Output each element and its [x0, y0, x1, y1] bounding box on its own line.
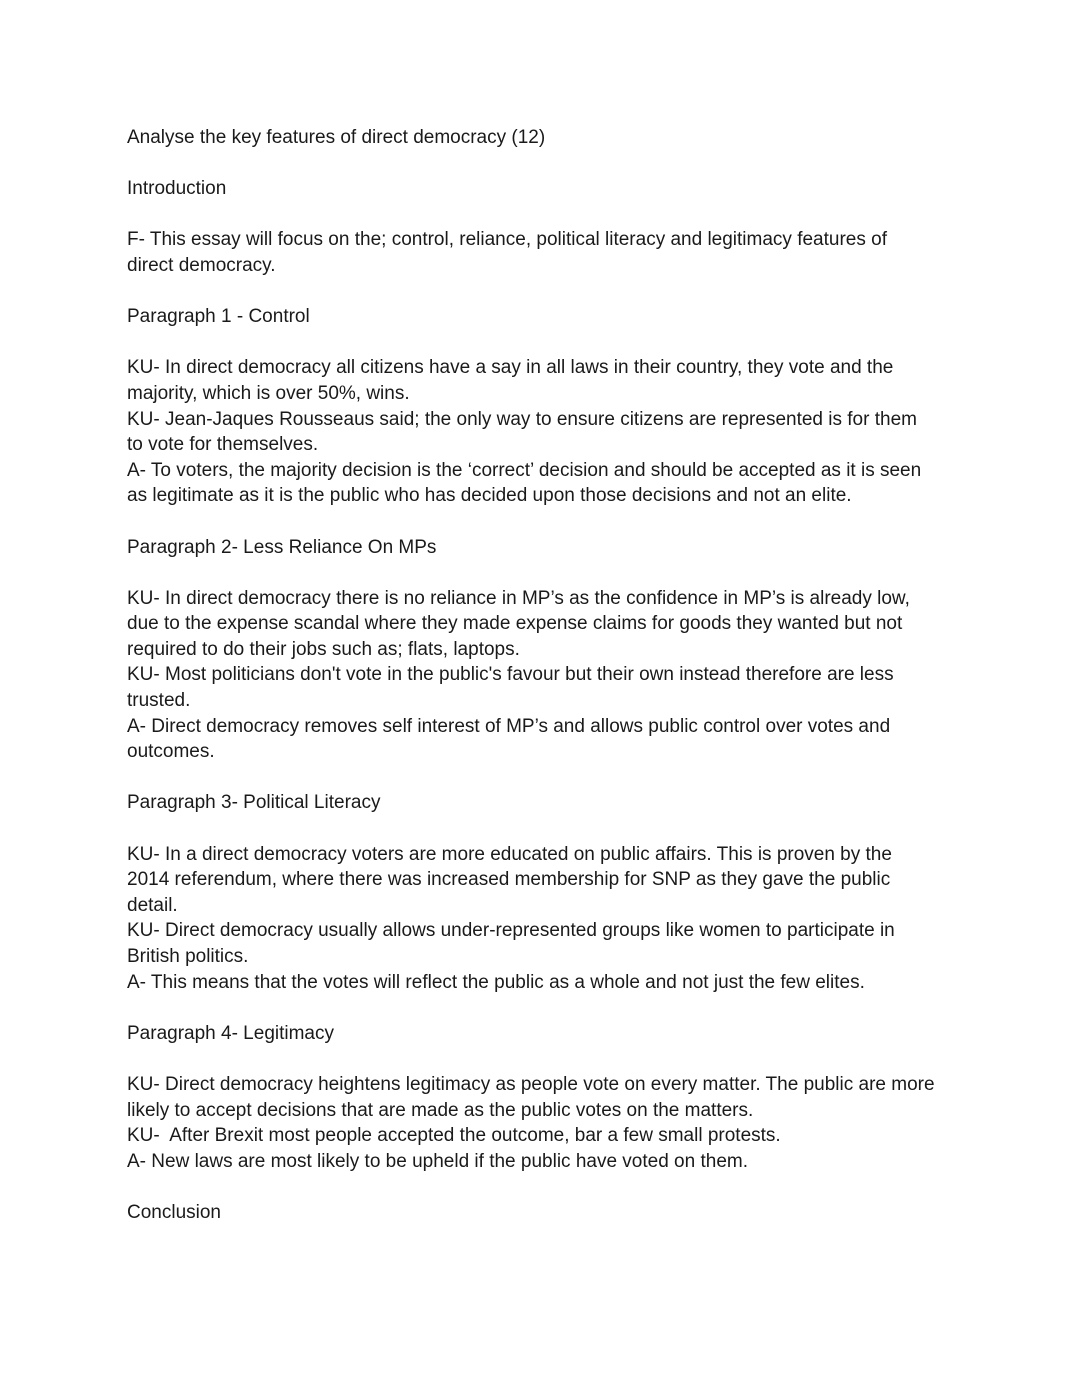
- paragraph-2-heading: Paragraph 2- Less Reliance On MPs: [127, 536, 437, 558]
- paragraph-1-heading: Paragraph 1 - Control: [127, 306, 310, 328]
- paragraph-line: required to do their jobs such as; flats, laptops.: [127, 638, 520, 660]
- paragraph-line: KU- Direct democracy heightens legitimacy as people vote on every matter. The public are more: [127, 1073, 935, 1095]
- paragraph-3-heading: Paragraph 3- Political Literacy: [127, 792, 381, 814]
- paragraph-line: KU- In direct democracy all citizens have a say in all laws in their country, they vote and the: [127, 357, 894, 379]
- paragraph-line: KU- After Brexit most people accepted the outcome, bar a few small protests.: [127, 1125, 781, 1147]
- introduction-body: [127, 227, 967, 278]
- paragraph-line: 2014 referendum, where there was increased membership for SNP as they gave the public: [127, 869, 891, 891]
- paragraph-4-body: [127, 1072, 967, 1174]
- paragraph-line: KU- In a direct democracy voters are more educated on public affairs. This is proven by the: [127, 843, 892, 865]
- paragraph-line: KU- Direct democracy usually allows under-represented groups like women to participate in: [127, 920, 895, 942]
- paragraph-4-heading: Paragraph 4- Legitimacy: [127, 1022, 334, 1044]
- paragraph-line: KU- Jean-Jaques Rousseaus said; the only way to ensure citizens are represented is for them: [127, 408, 917, 430]
- paragraph-line: detail.: [127, 894, 178, 916]
- paragraph-line: trusted.: [127, 690, 191, 712]
- paragraph-line: A- Direct democracy removes self interest of MP’s and allows public control over votes and: [127, 715, 891, 737]
- paragraph-3-body: [127, 842, 967, 996]
- paragraph-line: KU- In direct democracy there is no reliance in MP’s as the confidence in MP’s is already low,: [127, 587, 910, 609]
- paragraph-1-body: [127, 355, 967, 509]
- paragraph-2-body: [127, 586, 967, 765]
- paragraph-line: to vote for themselves.: [127, 434, 319, 456]
- paragraph-line: majority, which is over 50%, wins.: [127, 382, 410, 404]
- document-title: Analyse the key features of direct democracy (12): [127, 127, 546, 148]
- paragraph-line: likely to accept decisions that are made as the public votes on the matters.: [127, 1099, 754, 1121]
- paragraph-line: outcomes.: [127, 741, 215, 763]
- paragraph-line: A- This means that the votes will reflect the public as a whole and not just the few elites.: [127, 971, 865, 993]
- paragraph-line: British politics.: [127, 946, 249, 967]
- paragraph-line: A- To voters, the majority decision is the ‘correct’ decision and should be accepted as it is seen: [127, 459, 922, 481]
- conclusion-heading: Conclusion: [127, 1201, 221, 1223]
- paragraph-line: as legitimate as it is the public who has decided upon those decisions and not an elite.: [127, 485, 852, 507]
- introduction-line: direct democracy.: [127, 254, 276, 276]
- paragraph-line: due to the expense scandal where they made expense claims for goods they wanted but not: [127, 613, 903, 635]
- document-page: [127, 125, 967, 1251]
- paragraph-line: A- New laws are most likely to be upheld if the public have voted on them.: [127, 1150, 748, 1172]
- introduction-line: F- This essay will focus on the; control, reliance, political literacy and legitimacy features of: [127, 229, 887, 251]
- introduction-heading: Introduction: [127, 178, 227, 200]
- paragraph-line: KU- Most politicians don't vote in the public's favour but their own instead therefore are less: [127, 664, 894, 686]
